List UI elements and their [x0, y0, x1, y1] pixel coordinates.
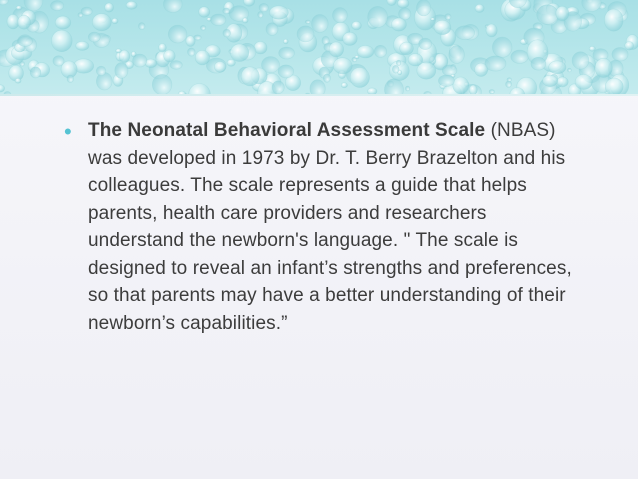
water-droplet: [350, 68, 369, 88]
water-droplet: [387, 0, 396, 6]
bullet-item: [64, 117, 584, 337]
water-droplet-banner: [0, 0, 638, 94]
water-droplet: [385, 79, 404, 94]
slide-content: [64, 117, 584, 337]
water-droplet: [310, 80, 325, 94]
water-droplet: [549, 61, 566, 74]
water-droplet: [18, 36, 33, 46]
water-droplet: [81, 7, 92, 15]
water-droplet: [51, 1, 64, 11]
water-droplet: [15, 78, 21, 83]
water-droplet: [259, 3, 268, 11]
water-droplet: [352, 21, 362, 30]
water-droplet: [126, 1, 137, 9]
banner-divider: [0, 94, 638, 96]
water-droplet: [223, 29, 231, 37]
water-droplet: [241, 67, 259, 86]
water-droplet: [279, 47, 295, 59]
water-droplet: [297, 26, 314, 42]
water-droplet: [343, 32, 358, 45]
water-droplet: [567, 68, 571, 72]
water-droplet: [582, 0, 601, 12]
water-droplet: [431, 18, 435, 21]
water-droplet: [199, 7, 210, 18]
water-droplet: [266, 23, 278, 36]
water-droplet: [507, 78, 512, 82]
bullet-dot-icon: •: [64, 119, 72, 144]
water-droplet: [329, 42, 344, 57]
water-droplet: [19, 61, 24, 66]
water-droplet: [163, 0, 182, 13]
water-droplet: [604, 9, 623, 31]
water-droplets-icon: [0, 0, 638, 94]
water-droplet: [227, 59, 235, 66]
water-droplet: [30, 67, 41, 78]
water-droplet: [605, 78, 623, 94]
water-droplet: [396, 60, 401, 65]
water-droplet: [194, 35, 202, 40]
water-droplet: [612, 48, 628, 62]
water-droplet: [152, 74, 172, 94]
water-droplet: [511, 50, 529, 63]
water-droplet: [595, 58, 612, 77]
water-droplet: [195, 50, 209, 65]
water-droplet: [200, 25, 205, 30]
water-droplet: [556, 6, 569, 21]
water-droplet: [391, 18, 406, 31]
water-droplet: [442, 65, 457, 76]
water-droplet: [92, 14, 111, 31]
water-droplet: [242, 18, 248, 23]
water-droplet: [188, 48, 196, 56]
water-droplet: [67, 75, 74, 83]
water-droplet: [449, 46, 465, 64]
water-droplet: [485, 56, 506, 71]
water-droplet: [531, 57, 546, 70]
water-droplet: [434, 20, 451, 34]
water-droplet: [625, 42, 634, 51]
water-droplet: [258, 12, 263, 18]
water-droplet: [278, 65, 294, 78]
water-droplet: [18, 15, 31, 29]
water-droplet: [55, 16, 71, 29]
water-droplet: [486, 24, 497, 37]
water-droplet: [305, 20, 310, 24]
water-droplet: [323, 74, 330, 82]
water-droplet: [211, 14, 226, 26]
water-droplet: [16, 6, 22, 10]
water-droplet: [492, 37, 512, 57]
water-droplet: [537, 5, 559, 25]
water-droplet: [115, 63, 128, 79]
water-droplet: [575, 75, 592, 90]
water-droplet: [397, 0, 409, 8]
water-droplet: [475, 63, 488, 76]
water-droplet: [119, 50, 130, 62]
body-text: (NBAS) was developed in 1973 by Dr. T. Berry Brazelton and his colleagues. The scale represents a guide that helps parents, health care providers and researchers understand the newborn's language. " The scale is designed to reveal an infant’s strengths and preferences, so that parents may have a better understanding of their newborn’s capabilities.”: [88, 120, 572, 334]
water-droplet: [374, 45, 386, 57]
water-droplet: [408, 54, 423, 66]
water-droplet: [355, 56, 359, 59]
water-droplet: [357, 46, 374, 58]
water-droplet: [543, 75, 558, 86]
water-droplet: [417, 0, 431, 16]
water-droplet: [557, 77, 568, 87]
water-droplet: [244, 0, 255, 6]
water-droplet: [506, 81, 512, 88]
water-droplet: [475, 4, 484, 12]
water-droplet: [133, 54, 147, 67]
water-droplet: [230, 44, 248, 62]
water-droplet: [589, 46, 595, 51]
water-droplet: [419, 38, 432, 49]
water-droplet: [269, 6, 288, 19]
water-droplet: [392, 65, 399, 73]
water-droplet: [455, 26, 474, 40]
water-droplet: [333, 8, 348, 23]
water-droplet: [138, 23, 145, 30]
water-droplet: [453, 77, 469, 94]
water-droplet: [405, 86, 409, 91]
water-droplet: [445, 14, 451, 20]
water-droplet: [105, 3, 114, 12]
water-droplet: [76, 41, 89, 50]
water-droplet: [88, 32, 100, 42]
water-droplet: [0, 85, 5, 92]
water-droplet: [0, 0, 8, 5]
water-droplet: [51, 30, 72, 52]
water-droplet: [272, 81, 284, 94]
water-droplet: [189, 84, 211, 95]
water-droplet: [438, 75, 454, 86]
water-droplet: [214, 62, 226, 73]
water-droplet: [469, 85, 477, 94]
water-droplet: [96, 66, 106, 75]
water-droplet: [170, 61, 182, 70]
water-droplet: [572, 52, 589, 69]
water-droplet: [164, 50, 176, 62]
water-droplet: [368, 6, 388, 27]
water-droplet: [333, 58, 352, 74]
water-droplet: [341, 83, 347, 88]
water-droplet: [159, 44, 167, 52]
bold-lead-text: The Neonatal Behavioral Assessment Scale: [88, 120, 486, 141]
water-droplet: [223, 8, 230, 14]
water-droplet: [283, 39, 288, 44]
bullet-paragraph: [88, 117, 584, 337]
water-droplet: [168, 25, 187, 43]
water-droplet: [112, 18, 118, 24]
water-droplet: [312, 15, 329, 33]
